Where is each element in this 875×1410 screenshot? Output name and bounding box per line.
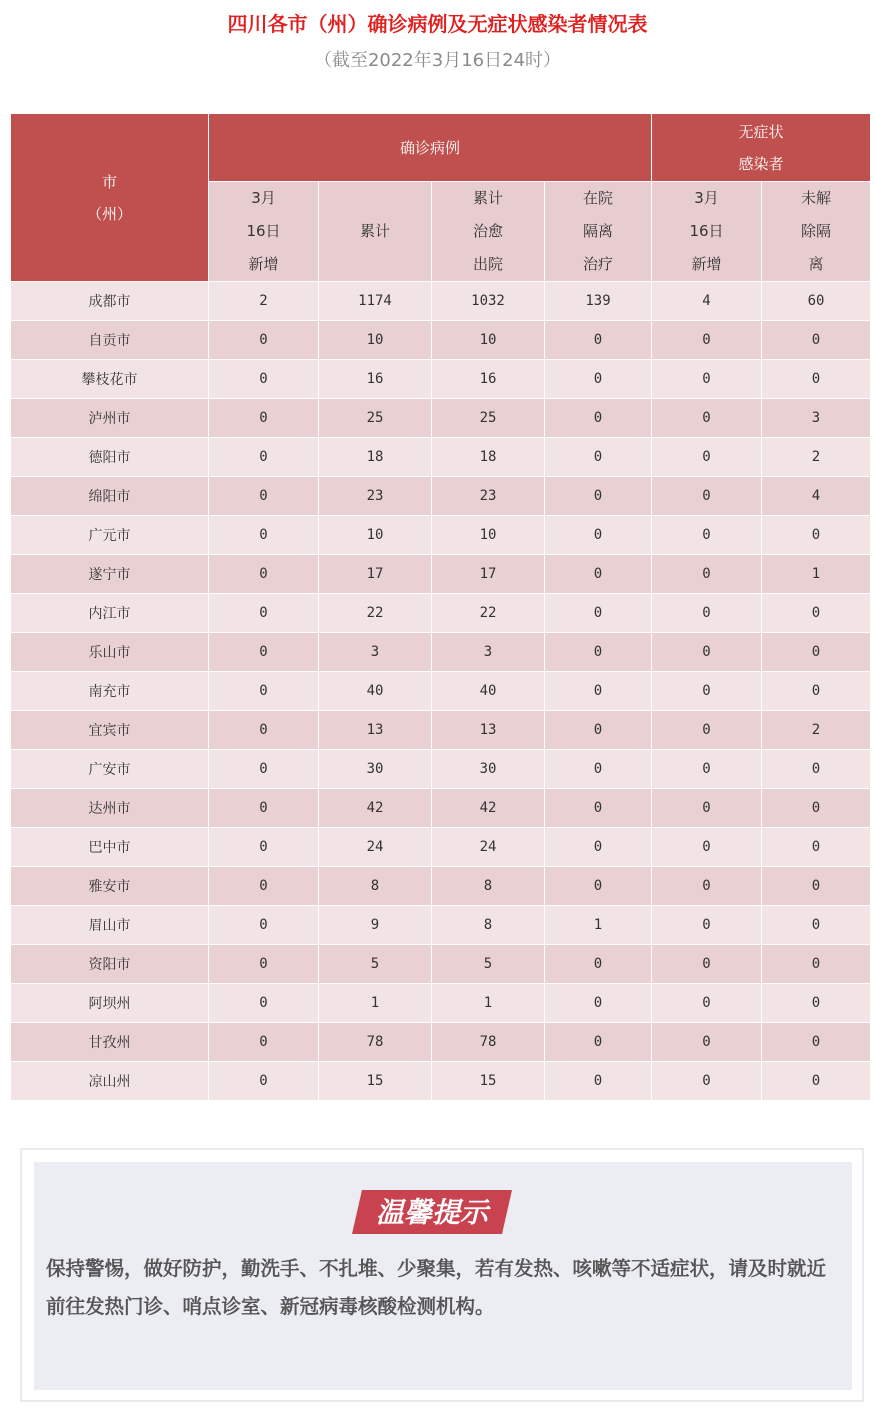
value-cell: 1 [762, 555, 871, 594]
value-cell: 0 [545, 321, 652, 360]
value-cell: 1 [545, 906, 652, 945]
value-cell: 4 [762, 477, 871, 516]
header-city [11, 114, 209, 282]
value-cell: 0 [652, 789, 762, 828]
city-name-cell: 德阳市 [11, 438, 209, 477]
subheader-line: 未解 [801, 189, 832, 207]
value-cell: 0 [762, 360, 871, 399]
subheader-line: 出院 [472, 255, 503, 273]
value-cell: 4 [652, 282, 762, 321]
value-cell: 0 [209, 984, 319, 1023]
subheader-line: 3月 [251, 189, 276, 207]
value-cell: 0 [209, 672, 319, 711]
subheader-line: 16日 [689, 222, 724, 240]
value-cell: 16 [319, 360, 432, 399]
table-row [11, 945, 871, 984]
value-cell: 0 [652, 321, 762, 360]
value-cell: 0 [652, 984, 762, 1023]
value-cell: 0 [652, 867, 762, 906]
value-cell: 0 [545, 477, 652, 516]
value-cell: 60 [762, 282, 871, 321]
value-cell: 0 [652, 945, 762, 984]
case-table [10, 113, 871, 1101]
subheader-line: 治疗 [583, 255, 614, 273]
value-cell: 0 [209, 360, 319, 399]
value-cell: 8 [432, 867, 545, 906]
value-cell: 24 [432, 828, 545, 867]
value-cell: 15 [432, 1062, 545, 1101]
value-cell: 78 [432, 1023, 545, 1062]
value-cell: 0 [652, 516, 762, 555]
table-row [11, 984, 871, 1023]
page-title: 四川各市（州）确诊病例及无症状感染者情况表 [227, 12, 648, 36]
header-asymptomatic-line: 无症状 [738, 122, 784, 141]
city-name-cell: 内江市 [11, 594, 209, 633]
city-name-cell: 宜宾市 [11, 711, 209, 750]
value-cell: 0 [762, 516, 871, 555]
city-name-cell: 遂宁市 [11, 555, 209, 594]
subheader-cell [432, 182, 545, 282]
value-cell: 0 [209, 555, 319, 594]
value-cell: 0 [652, 633, 762, 672]
table-row [11, 906, 871, 945]
tip-panel [34, 1162, 852, 1390]
city-name-cell: 泸州市 [11, 399, 209, 438]
header-asymptomatic [652, 114, 871, 182]
value-cell: 0 [545, 750, 652, 789]
value-cell: 17 [432, 555, 545, 594]
value-cell: 13 [432, 711, 545, 750]
value-cell: 42 [319, 789, 432, 828]
value-cell: 0 [545, 1023, 652, 1062]
value-cell: 0 [652, 750, 762, 789]
value-cell: 0 [652, 711, 762, 750]
value-cell: 0 [545, 672, 652, 711]
value-cell: 30 [319, 750, 432, 789]
subheader-cell [209, 182, 319, 282]
subheader-cell [652, 182, 762, 282]
tip-text: 保持警惕，做好防护，勤洗手、不扎堆、少聚集，若有发热、咳嗽等不适症状，请及时就近前往发热门诊、哨点诊室、新冠病毒核酸检测机构。 [46, 1257, 827, 1318]
value-cell: 8 [432, 906, 545, 945]
table-row [11, 633, 871, 672]
table-row [11, 438, 871, 477]
subheader-line: 离 [808, 255, 824, 273]
subheader-cell [545, 182, 652, 282]
value-cell: 0 [545, 945, 652, 984]
value-cell: 0 [209, 321, 319, 360]
value-cell: 0 [762, 945, 871, 984]
value-cell: 0 [545, 1062, 652, 1101]
value-cell: 15 [319, 1062, 432, 1101]
value-cell: 0 [209, 516, 319, 555]
subheader-line: 新增 [691, 255, 722, 273]
value-cell: 0 [545, 984, 652, 1023]
table-row [11, 477, 871, 516]
value-cell: 1 [319, 984, 432, 1023]
value-cell: 5 [432, 945, 545, 984]
value-cell: 0 [762, 906, 871, 945]
value-cell: 139 [545, 282, 652, 321]
value-cell: 0 [762, 984, 871, 1023]
value-cell: 0 [545, 633, 652, 672]
value-cell: 40 [432, 672, 545, 711]
subheader-line: 在院 [583, 189, 614, 207]
value-cell: 0 [762, 867, 871, 906]
subheader-line: 新增 [248, 255, 279, 273]
tip-box [20, 1148, 864, 1402]
table-row [11, 399, 871, 438]
value-cell: 0 [209, 399, 319, 438]
header-city-line: （州） [86, 204, 132, 223]
subheader-cell [762, 182, 871, 282]
city-name-cell: 雅安市 [11, 867, 209, 906]
city-name-cell: 自贡市 [11, 321, 209, 360]
table-row [11, 867, 871, 906]
value-cell: 0 [652, 828, 762, 867]
value-cell: 0 [652, 1023, 762, 1062]
city-name-cell: 成都市 [11, 282, 209, 321]
header-city-line: 市 [101, 172, 117, 191]
subheader-line: 累计 [472, 189, 503, 207]
value-cell: 9 [319, 906, 432, 945]
value-cell: 16 [432, 360, 545, 399]
value-cell: 30 [432, 750, 545, 789]
subheader-cell [319, 182, 432, 282]
value-cell: 0 [209, 906, 319, 945]
value-cell: 0 [545, 516, 652, 555]
value-cell: 0 [209, 477, 319, 516]
value-cell: 0 [209, 789, 319, 828]
value-cell: 5 [319, 945, 432, 984]
city-name-cell: 阿坝州 [11, 984, 209, 1023]
value-cell: 0 [652, 906, 762, 945]
value-cell: 78 [319, 1023, 432, 1062]
value-cell: 0 [652, 477, 762, 516]
value-cell: 13 [319, 711, 432, 750]
value-cell: 0 [762, 594, 871, 633]
table-row [11, 594, 871, 633]
value-cell: 24 [319, 828, 432, 867]
table-row [11, 321, 871, 360]
value-cell: 0 [545, 555, 652, 594]
value-cell: 10 [432, 321, 545, 360]
value-cell: 0 [209, 867, 319, 906]
value-cell: 0 [652, 1062, 762, 1101]
value-cell: 0 [545, 867, 652, 906]
subheader-line: 3月 [694, 189, 719, 207]
table-row [11, 711, 871, 750]
value-cell: 0 [209, 750, 319, 789]
value-cell: 2 [762, 711, 871, 750]
value-cell: 0 [762, 789, 871, 828]
value-cell: 22 [319, 594, 432, 633]
value-cell: 22 [432, 594, 545, 633]
table-row [11, 1062, 871, 1101]
value-cell: 18 [319, 438, 432, 477]
value-cell: 0 [652, 399, 762, 438]
value-cell: 0 [209, 438, 319, 477]
header-confirmed: 确诊病例 [209, 114, 652, 182]
value-cell: 0 [545, 360, 652, 399]
tip-badge-label: 温馨提示 [375, 1196, 489, 1229]
value-cell: 1032 [432, 282, 545, 321]
value-cell: 0 [545, 828, 652, 867]
value-cell: 25 [319, 399, 432, 438]
value-cell: 23 [319, 477, 432, 516]
value-cell: 1 [432, 984, 545, 1023]
subheader-line: 累计 [359, 222, 390, 240]
value-cell: 0 [209, 594, 319, 633]
value-cell: 17 [319, 555, 432, 594]
table-row [11, 555, 871, 594]
value-cell: 0 [209, 1062, 319, 1101]
city-name-cell: 攀枝花市 [11, 360, 209, 399]
city-name-cell: 甘孜州 [11, 1023, 209, 1062]
subheader-line: 治愈 [472, 222, 503, 240]
value-cell: 0 [545, 399, 652, 438]
value-cell: 1174 [319, 282, 432, 321]
table-row [11, 789, 871, 828]
city-name-cell: 广安市 [11, 750, 209, 789]
value-cell: 3 [319, 633, 432, 672]
value-cell: 0 [762, 828, 871, 867]
city-name-cell: 绵阳市 [11, 477, 209, 516]
tip-badge [352, 1190, 512, 1234]
header-asymptomatic-line: 感染者 [738, 154, 784, 173]
page-subtitle: （截至2022年3月16日24时） [313, 50, 562, 71]
value-cell: 0 [652, 594, 762, 633]
value-cell: 0 [209, 828, 319, 867]
value-cell: 3 [762, 399, 871, 438]
city-name-cell: 乐山市 [11, 633, 209, 672]
table-row [11, 828, 871, 867]
value-cell: 0 [762, 750, 871, 789]
city-name-cell: 巴中市 [11, 828, 209, 867]
value-cell: 0 [209, 633, 319, 672]
value-cell: 0 [762, 1023, 871, 1062]
subheader-line: 除隔 [801, 222, 832, 240]
value-cell: 23 [432, 477, 545, 516]
city-name-cell: 广元市 [11, 516, 209, 555]
value-cell: 0 [545, 438, 652, 477]
value-cell: 0 [209, 711, 319, 750]
value-cell: 42 [432, 789, 545, 828]
value-cell: 0 [762, 321, 871, 360]
value-cell: 2 [762, 438, 871, 477]
value-cell: 2 [209, 282, 319, 321]
value-cell: 10 [432, 516, 545, 555]
value-cell: 0 [209, 1023, 319, 1062]
city-name-cell: 南充市 [11, 672, 209, 711]
value-cell: 0 [652, 360, 762, 399]
city-name-cell: 资阳市 [11, 945, 209, 984]
value-cell: 0 [652, 672, 762, 711]
table-row [11, 360, 871, 399]
value-cell: 0 [545, 711, 652, 750]
value-cell: 8 [319, 867, 432, 906]
table-row [11, 282, 871, 321]
table-row [11, 672, 871, 711]
value-cell: 0 [545, 594, 652, 633]
city-name-cell: 凉山州 [11, 1062, 209, 1101]
value-cell: 0 [209, 945, 319, 984]
subheader-line: 隔离 [583, 222, 614, 240]
table-row [11, 750, 871, 789]
city-name-cell: 达州市 [11, 789, 209, 828]
value-cell: 3 [432, 633, 545, 672]
value-cell: 10 [319, 516, 432, 555]
value-cell: 0 [652, 438, 762, 477]
value-cell: 25 [432, 399, 545, 438]
city-name-cell: 眉山市 [11, 906, 209, 945]
value-cell: 0 [545, 789, 652, 828]
value-cell: 18 [432, 438, 545, 477]
value-cell: 10 [319, 321, 432, 360]
value-cell: 0 [762, 633, 871, 672]
value-cell: 0 [762, 672, 871, 711]
value-cell: 0 [652, 555, 762, 594]
table-row [11, 516, 871, 555]
subheader-line: 16日 [246, 222, 281, 240]
value-cell: 0 [762, 1062, 871, 1101]
table-row [11, 1023, 871, 1062]
value-cell: 40 [319, 672, 432, 711]
